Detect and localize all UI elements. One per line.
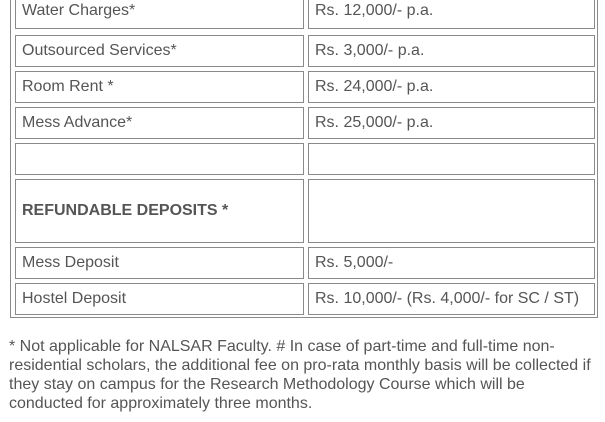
fee-value bbox=[308, 179, 595, 243]
table-row bbox=[15, 0, 595, 29]
footnote: * Not applicable for NALSAR Faculty. # In case of part-time and full-time non-residential scholars, the additional fee on pro-rata monthly basis will be collected if they stay on campus for the Research Methodology Course which will be conducted for approximately three months. bbox=[9, 338, 591, 412]
fee-label: Outsourced Services* bbox=[15, 35, 304, 67]
fee-label: Hostel Deposit bbox=[15, 283, 304, 315]
fee-label: Mess Deposit bbox=[15, 247, 304, 279]
table-row bbox=[15, 71, 595, 103]
fee-label: Mess Advance* bbox=[15, 107, 304, 139]
fee-value: Rs. 12,000/- p.a. bbox=[308, 0, 595, 29]
fee-label: Water Charges* bbox=[15, 0, 304, 29]
fee-value: Rs. 10,000/- (Rs. 4,000/- for SC / ST) bbox=[308, 283, 595, 315]
table-row-empty bbox=[15, 143, 595, 175]
fee-table bbox=[10, 0, 598, 318]
table-row bbox=[15, 35, 595, 67]
fee-value: Rs. 3,000/- p.a. bbox=[308, 35, 595, 67]
fee-label bbox=[15, 143, 304, 175]
section-header-row bbox=[15, 179, 595, 243]
fee-value: Rs. 24,000/- p.a. bbox=[308, 71, 595, 103]
fee-label: Room Rent * bbox=[15, 71, 304, 103]
fee-value bbox=[308, 143, 595, 175]
fee-value: Rs. 5,000/- bbox=[308, 247, 595, 279]
section-heading: REFUNDABLE DEPOSITS * bbox=[15, 179, 304, 243]
table-row bbox=[15, 283, 595, 315]
table-row bbox=[15, 247, 595, 279]
fee-value: Rs. 25,000/- p.a. bbox=[308, 107, 595, 139]
table-row bbox=[15, 107, 595, 139]
